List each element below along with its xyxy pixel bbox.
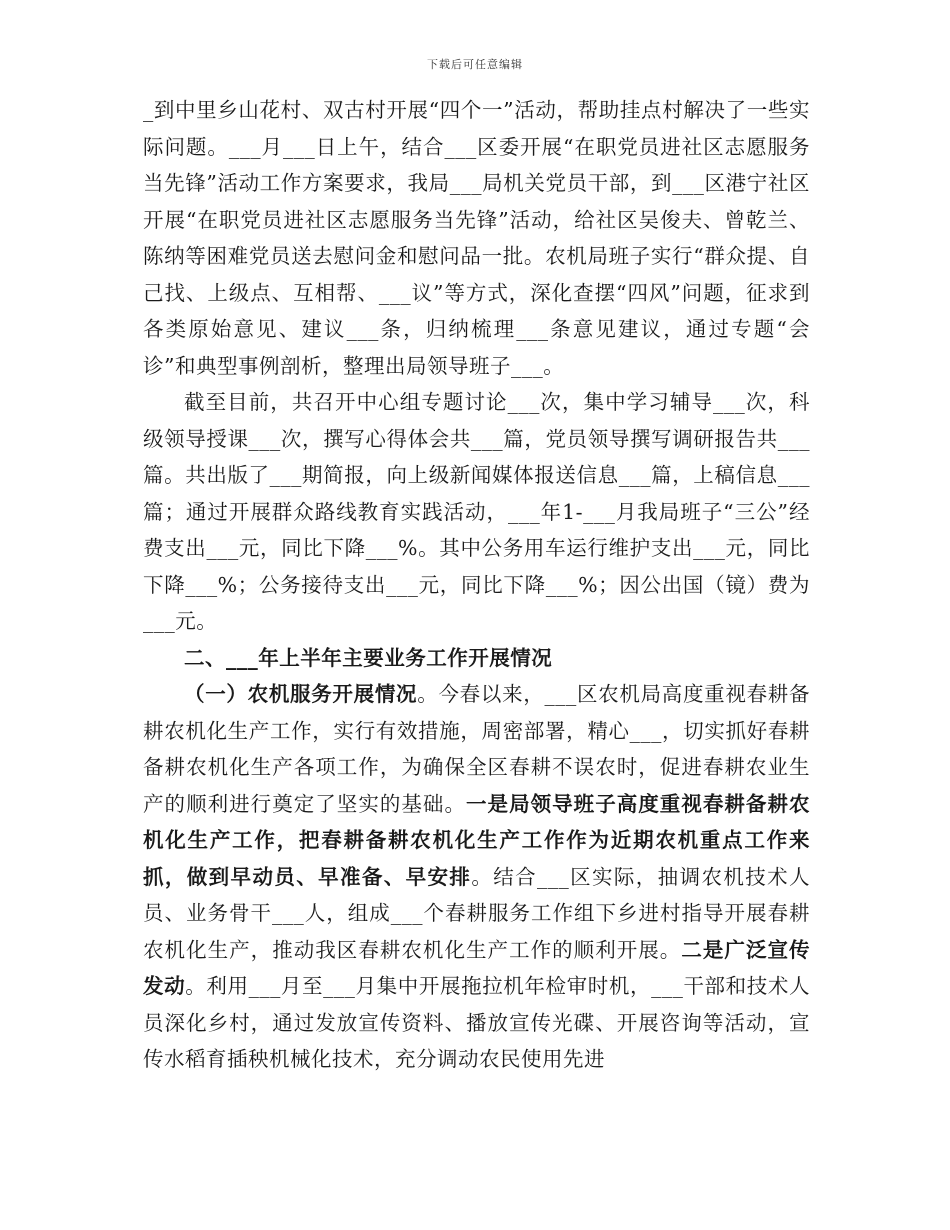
agri-machinery-text: 。今春以来，___区农机局高度重视春耕备耕农机化生产工作，实行有效措施，周密部署，精心___，切实抓好春耕备耕农机化生产各项工作，为确保全区春耕不误农时，促进春耕农业生产的顺利进行奠定了坚实的基础。 [143, 682, 811, 816]
paragraph-activities: _到中里乡山花村、双古村开展“四个一”活动，帮助挂点村解决了一些实际问题。___月___日上午，结合___区委开展“在职党员进社区志愿服务当先锋”活动工作方案要求，我局___局机关党员干部，到___区港宁社区开展“在职党员进社区志愿服务当先锋”活动，给社区吴俊夫、曾乾兰、陈纳等困难党员送去慰问金和慰问品一批。农机局班子实行“群众提、自己找、上级点、互相帮、___议”等方式，深化查摆“四风”问题，征求到各类原始意见、建议___条，归纳梳理___条意见建议，通过专题“会诊”和典型事例剖析，整理出局领导班子___。 [143, 98, 810, 378]
point-two-text: 。利用___月至___月集中开展拖拉机年检审时机，___干部和技术人员深化乡村，通过发放宣传资料、播放宣传光碟、开展咨询等活动，宣传水稻育插秧机械化技术，充分调动农民使用先进 [143, 974, 811, 1071]
point-one-bold: 一是局领导班子高度重视春耕备耕农机化生产工作，把春耕备耕农机化生产工作作为近期农机重点工作来抓，做到早动员、早准备、早安排 [143, 791, 810, 889]
paragraph-agri-machinery [143, 676, 810, 1078]
page-header: 下载后可任意编辑 [427, 58, 523, 71]
point-one-text: 。结合___区实际，抽调农机技术人员、业务骨干___人，组成___个春耕服务工作组下乡进村指导开展春耕农机化生产，推动我区春耕农机化生产工作的顺利开展。 [143, 864, 811, 962]
subheading-agri-machinery: （一）农机服务开展情况 [184, 682, 418, 706]
section-heading-2: 二、___年上半年主要业务工作开展情况 [184, 645, 553, 670]
paragraph-statistics: 截至目前，共召开中心组专题讨论___次，集中学习辅导___次，科级领导授课___次，撰写心得体会共___篇，党员领导撰写调研报告共___篇。共出版了___期简报，向上级新闻媒体报送信息___篇，上稿信息___篇；通过开展群众路线教育实践活动，___年1-___月我局班子“三公”经费支出___元，同比下降___%。其中公务用车运行维护支出___元，同比下降___%；公务接待支出___元，同比下降___%；因公出国（镜）费为___元。 [143, 390, 810, 633]
point-two-bold: 二是广泛宣传发动 [143, 937, 811, 998]
document-body [143, 92, 810, 1078]
